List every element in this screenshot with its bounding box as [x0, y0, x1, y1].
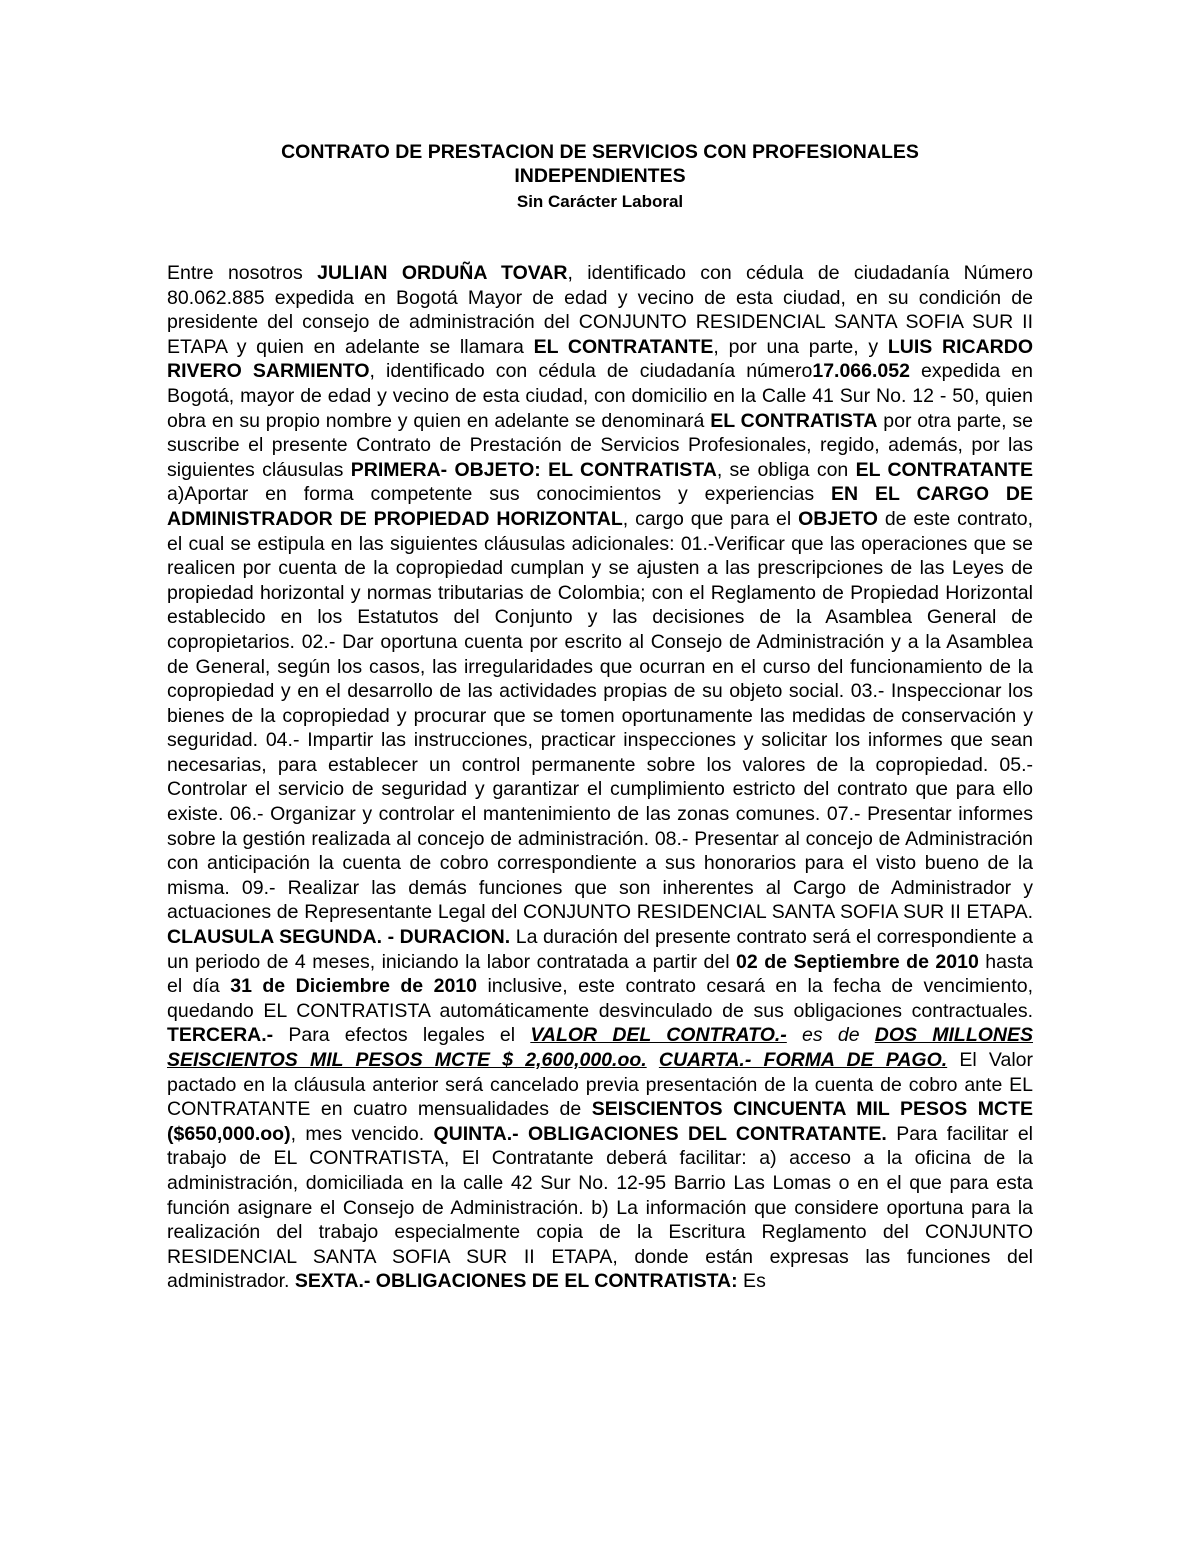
clause-quinta-heading: QUINTA.- OBLIGACIONES DEL CONTRATANTE.	[433, 1122, 887, 1145]
id-number: 17.066.052	[812, 360, 910, 383]
start-date: 02 de Septiembre de 2010	[736, 950, 979, 973]
end-date: 31 de Diciembre de 2010	[230, 975, 477, 998]
text-run: Entre nosotros	[167, 262, 318, 284]
document-header	[0, 140, 1200, 214]
text-run: La duración del presente contrato será el correspondiente a un periodo de 4 meses, iniciando la labor contratada a partir del	[167, 926, 1033, 973]
term-el-contratista: EL CONTRATISTA	[710, 409, 878, 432]
subtitle: Sin Carácter Laboral	[516, 192, 684, 211]
term-el-contratante: EL CONTRATANTE	[855, 458, 1033, 481]
contract-value-label: VALOR DEL CONTRATO.-	[530, 1024, 787, 1047]
contract-body	[167, 261, 1033, 1294]
text-run: Para efectos legales el	[273, 1024, 531, 1047]
text-run: Para facilitar el trabajo de EL CONTRATISTA, El Contratante deberá facilitar: a) acceso a la oficina de la administración, domiciliada en la calle 42 Sur No. 12-95 Barrio Las Lomas o en el que para esta función asignare el Consejo de Administración. b) La información que considere oportuna para la realización del trabajo especialmente copia de la Escritura Reglamento del CONJUNTO RESIDENCIAL SANTA SOFIA SUR II ETAPA, donde están expresas las funciones del administrador.	[167, 1122, 1034, 1293]
text-run: expedida en Bogotá, mayor de edad y vecino de esta ciudad, con domicilio en la Calle 41 Sur No. 12 - 50, quien obra en su propio nombre y quien en adelante se denominará	[167, 360, 1034, 432]
monthly-amount: SEISCIENTOS CINCUENTA MIL PESOS MCTE ($650,000.oo)	[167, 1098, 1033, 1145]
text-run: por otra parte, se suscribe el presente Contrato de Prestación de Servicios Profesionales, regido, además, por las siguientes cláusulas	[167, 409, 1033, 481]
term-el-contratante: EL CONTRATANTE	[533, 335, 714, 358]
text-run-italic: es de	[786, 1024, 875, 1047]
text-run: , identificado con cédula de ciudadanía número	[369, 360, 813, 383]
title-line-2: INDEPENDIENTES	[514, 165, 686, 187]
party-name-contratista: LUIS RICARDO RIVERO SARMIENTO	[167, 335, 1033, 383]
text-run-italic	[647, 1049, 659, 1071]
clause-sexta-heading: SEXTA.- OBLIGACIONES DE EL CONTRATISTA:	[294, 1270, 738, 1293]
text-run: , identificado con cédula de ciudadanía Número 80.062.885 expedida en Bogotá Mayor de edad y vecino de esta ciudad, en su condición de presidente del consejo de administración del CONJUNTO RESIDENCIAL SANTA SOFIA SUR II ETAPA y quien en adelante se llamara	[167, 262, 1034, 358]
clause-segunda-heading: CLAUSULA SEGUNDA. - DURACION.	[167, 926, 511, 949]
text-run: , cargo que para el	[622, 507, 799, 530]
clause-tercera-heading: TERCERA.-	[167, 1024, 274, 1047]
contract-value-amount: DOS MILLONES SEISCIENTOS MIL PESOS MCTE $ 2,600,000.oo.	[167, 1024, 1033, 1071]
text-run: Es	[737, 1270, 766, 1293]
party-name-contratante: JULIAN ORDUÑA TOVAR	[317, 262, 568, 284]
clause-primera-heading: PRIMERA- OBJETO: EL CONTRATISTA	[350, 458, 717, 481]
term-objeto: OBJETO	[798, 507, 878, 530]
text-run: , mes vencido.	[290, 1122, 434, 1145]
text-run: El Valor pactado en la cláusula anterior será cancelado previa presentación de la cuenta de cobro ante EL CONTRATANTE en cuatro mensualidades de	[167, 1049, 1034, 1121]
text-run: , se obliga con	[716, 458, 856, 481]
text-run: hasta el día	[167, 950, 1033, 998]
text-run: inclusive, este contrato cesará en la fecha de vencimiento, quedando EL CONTRATISTA automáticamente desvinculado de sus obligaciones contractuales.	[167, 975, 1034, 1022]
text-run: a)Aportar en forma competente sus conocimientos y experiencias	[167, 483, 832, 506]
cargo-heading: EN EL CARGO DE ADMINISTRADOR DE PROPIEDAD HORIZONTAL	[167, 483, 1034, 530]
title-line-1: CONTRATO DE PRESTACION DE SERVICIOS CON PROFESIONALES	[281, 141, 919, 163]
text-run: , por una parte, y	[713, 335, 888, 358]
clause-cuarta-heading: CUARTA.- FORMA DE PAGO.	[658, 1049, 948, 1071]
text-run: de este contrato, el cual se estipula en las siguientes cláusulas adicionales: 01.-Verificar que las operaciones que se realicen por cuenta de la copropiedad cumplan y se ajusten a las prescripciones de las Leyes de propiedad horizontal y normas tributarias de Colombia; con el Reglamento de Propiedad Horizontal establecido en los Estatutos del Conjunto y las decisiones de la Asamblea General de copropietarios. 02.- Dar oportuna cuenta por escrito al Consejo de Administración y a la Asamblea de General, según los casos, las irregularidades que ocurran en el curso del funcionamiento de la copropiedad y en el desarrollo de las actividades propias de su objeto social. 03.- Inspeccionar los bienes de la copropiedad y procurar que se tomen oportunamente las medidas de conservación y seguridad. 04.- Impartir las instrucciones, practicar inspecciones y solicitar los informes que sean necesarias, para establecer un control permanente sobre los valores de la copropiedad. 05.- Controlar el servicio de seguridad y garantizar el cumplimiento estricto del contrato que para ello existe. 06.- Organizar y controlar el mantenimiento de las zonas comunes. 07.- Presentar informes sobre la gestión realizada al concejo de administración. 08.- Presentar al concejo de Administración con anticipación la cuenta de cobro correspondiente a sus honorarios para el visto bueno de la misma. 09.- Realizar las demás funciones que son inherentes al Cargo de Administrador y actuaciones de Representante Legal del CONJUNTO RESIDENCIAL SANTA SOFIA SUR II ETAPA.	[167, 507, 1033, 924]
